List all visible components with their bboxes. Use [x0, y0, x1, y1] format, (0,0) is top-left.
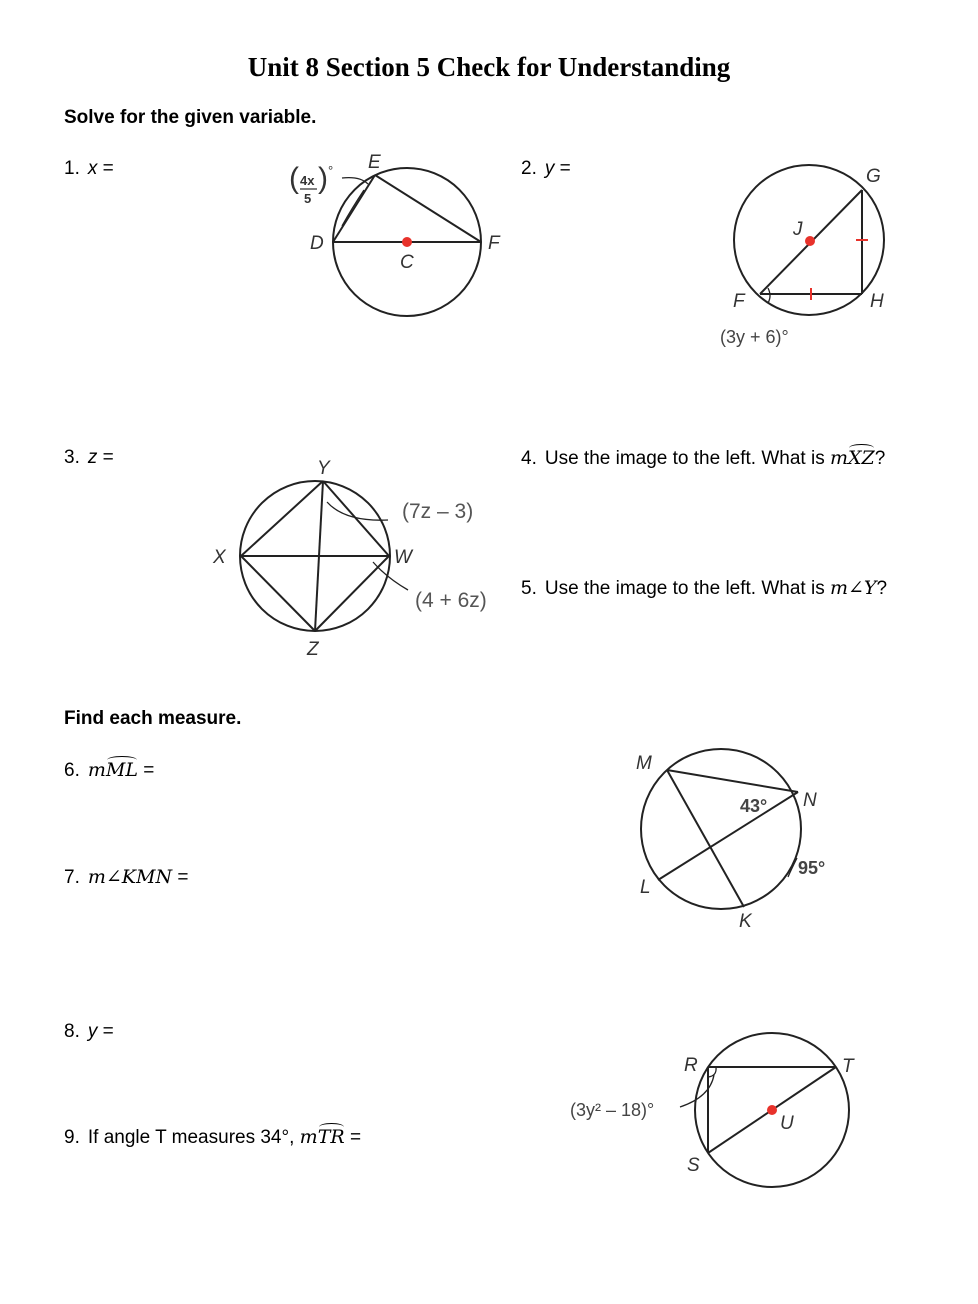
label-G: G — [866, 166, 881, 187]
question-end: = — [344, 1127, 362, 1148]
question-equals: = — [97, 1021, 114, 1042]
angle-measure: 43° — [740, 796, 768, 816]
question-1 — [64, 158, 114, 180]
chord-XZ — [241, 556, 315, 631]
question-equals: = — [554, 158, 571, 179]
label-W: W — [394, 547, 412, 568]
label-Y: Y — [317, 458, 330, 479]
arc-expression-top: (7z – 3) — [402, 500, 474, 523]
question-equals: = — [97, 158, 114, 179]
question-variable: y — [544, 158, 555, 179]
chord-MK — [667, 770, 744, 907]
center-dot — [767, 1105, 777, 1115]
label-R: R — [684, 1055, 698, 1076]
question-number: 2. — [521, 158, 537, 179]
question-7 — [64, 866, 188, 889]
arc-measure: 95° — [798, 858, 826, 878]
leader-line — [342, 178, 368, 184]
figure-1-circle — [280, 140, 520, 330]
question-number: 7. — [64, 867, 80, 888]
section-heading-solve: Solve for the given variable. — [64, 107, 317, 128]
arc-expression-bottom: (4 + 6z) — [415, 589, 487, 612]
chord-LN — [658, 792, 798, 880]
label-F: F — [488, 233, 500, 254]
arc-notation: XZ — [848, 447, 875, 469]
center-dot — [402, 237, 412, 247]
question-number: 1. — [64, 158, 80, 179]
math-m: m — [87, 759, 106, 781]
label-M: M — [636, 753, 652, 774]
label-H: H — [870, 291, 884, 312]
question-end: = — [172, 867, 189, 888]
question-end: ? — [876, 578, 888, 599]
chord-DE — [333, 175, 375, 242]
paren-close: ) — [318, 162, 328, 195]
chord-EF — [375, 175, 481, 242]
label-J: J — [793, 219, 803, 240]
question-number: 9. — [64, 1127, 80, 1148]
label-S: S — [687, 1155, 700, 1176]
question-number: 8. — [64, 1021, 80, 1042]
expr-numerator: 4x — [300, 173, 315, 188]
paren-open: ( — [289, 162, 299, 195]
question-equals: = — [97, 447, 114, 468]
label-D: D — [310, 233, 324, 254]
expr-denominator: 5 — [304, 191, 312, 206]
question-number: 5. — [521, 578, 537, 599]
label-E: E — [368, 152, 381, 173]
label-U: U — [780, 1113, 794, 1134]
math-m: m — [299, 1126, 318, 1148]
question-text: Use the image to the left. What is — [544, 578, 830, 599]
question-2 — [521, 158, 571, 180]
section-heading-measure: Find each measure. — [64, 708, 242, 729]
angle-arc — [342, 190, 364, 226]
leader-line — [788, 858, 797, 877]
question-5 — [521, 577, 887, 600]
circle — [641, 749, 801, 909]
question-number: 6. — [64, 760, 80, 781]
question-end: ? — [874, 448, 886, 469]
figure-8-circle — [560, 1025, 870, 1195]
angle-notation: m∠Y — [830, 577, 877, 599]
question-text: Use the image to the left. What is — [544, 448, 830, 469]
question-variable: y — [87, 1021, 98, 1042]
question-4 — [521, 447, 885, 470]
label-X: X — [213, 547, 226, 568]
angle-notation: m∠KMN — [87, 866, 173, 888]
question-8 — [64, 1021, 114, 1043]
question-variable: x — [87, 158, 98, 179]
label-T: T — [842, 1056, 854, 1077]
question-number: 3. — [64, 447, 80, 468]
arc-notation: ML — [105, 759, 138, 781]
question-end: = — [137, 760, 155, 781]
label-N: N — [803, 790, 817, 811]
label-K: K — [739, 911, 752, 932]
question-9 — [64, 1126, 361, 1149]
question-variable: z — [87, 447, 98, 468]
math-m: m — [830, 447, 849, 469]
chord-XY — [241, 481, 323, 556]
angle-expression: (3y + 6)° — [720, 327, 789, 347]
page-title: Unit 8 Section 5 Check for Understanding — [247, 52, 731, 82]
figure-3-circle — [205, 450, 505, 665]
angle-arc — [708, 1067, 716, 1077]
label-F: F — [733, 291, 745, 312]
angle-arc — [768, 288, 770, 303]
label-Z: Z — [307, 639, 319, 660]
figure-2-circle — [700, 150, 920, 360]
label-L: L — [640, 877, 651, 898]
figure-6-circle — [620, 740, 850, 940]
question-text: If angle T measures 34°, — [87, 1127, 300, 1148]
label-C: C — [400, 252, 414, 273]
arc-notation: TR — [317, 1126, 345, 1148]
center-dot — [805, 236, 815, 246]
question-6 — [64, 759, 154, 782]
expr-degree: ° — [328, 163, 334, 178]
question-number: 4. — [521, 448, 537, 469]
angle-expression: (3y² – 18)° — [570, 1100, 655, 1120]
question-3 — [64, 447, 114, 469]
